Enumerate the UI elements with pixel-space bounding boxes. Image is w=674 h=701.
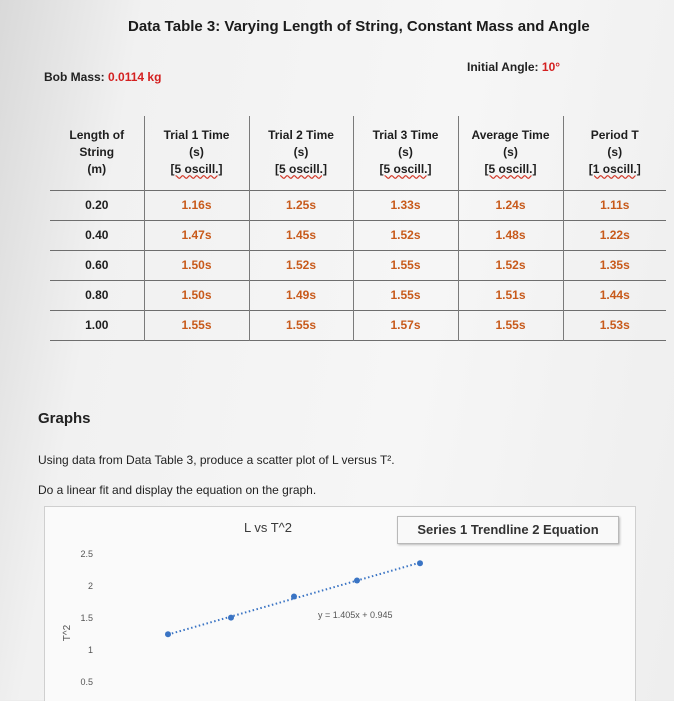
cell-period: 1.53s [563,310,666,340]
chart-elements-button[interactable]: Series 1 Trendline 2 Equation [397,516,619,544]
y-tick-label: 0.5 [80,677,93,687]
chart-title: L vs T^2 [244,520,293,535]
data-point [417,560,423,566]
cell-period: 1.22s [563,220,666,250]
cell-trial1: 1.16s [144,190,249,220]
graphs-instruction-1: Using data from Data Table 3, produce a scatter plot of L versus T². [38,453,395,467]
cell-average: 1.24s [458,190,563,220]
cell-trial1: 1.50s [144,250,249,280]
cell-average: 1.55s [458,310,563,340]
col-header-trial1: Trial 1 Time (s) [5 oscill.] [144,116,249,190]
cell-trial3: 1.55s [353,250,458,280]
cell-trial3: 1.55s [353,280,458,310]
cell-trial3: 1.33s [353,190,458,220]
cell-length: 1.00 [85,318,109,332]
graphs-instruction-2: Do a linear fit and display the equation on the graph. [38,483,317,497]
col-header-trial2: Trial 2 Time (s) [5 oscill.] [249,116,353,190]
bob-mass-label: Bob Mass: [44,70,105,84]
y-tick-label: 1.5 [80,613,93,623]
cell-trial1: 1.50s [144,280,249,310]
y-tick-label: 2 [87,581,93,591]
cell-average: 1.52s [458,250,563,280]
initial-angle-label: Initial Angle: [467,60,539,74]
data-point [165,631,171,637]
y-axis-label: T^2 [62,624,73,642]
cell-average: 1.48s [458,220,563,250]
cell-trial1: 1.55s [144,310,249,340]
y-tick-label: 2.5 [80,549,93,559]
trendline-equation: y = 1.405x + 0.945 [318,610,393,620]
y-tick-label: 1 [87,645,93,655]
data-point [354,578,360,584]
data-point [228,615,234,621]
cell-length: 0.20 [85,198,109,212]
col-header-period: Period T (s) [1 oscill.] [563,116,666,190]
cell-period: 1.35s [563,250,666,280]
cell-trial1: 1.47s [144,220,249,250]
cell-length: 0.80 [85,288,109,302]
cell-trial3: 1.52s [353,220,458,250]
cell-trial2: 1.49s [249,280,353,310]
graphs-heading: Graphs [38,410,91,427]
cell-trial2: 1.52s [249,250,353,280]
bob-mass-value: 0.0114 kg [108,70,162,84]
cell-average: 1.51s [458,280,563,310]
cell-trial3: 1.57s [353,310,458,340]
cell-length: 0.60 [85,258,109,272]
page-title: Data Table 3: Varying Length of String, Constant Mass and Angle [128,18,590,35]
cell-length: 0.40 [85,228,109,242]
cell-period: 1.11s [563,190,666,220]
data-point [291,594,297,600]
col-header-trial3: Trial 3 Time (s) [5 oscill.] [353,116,458,190]
cell-period: 1.44s [563,280,666,310]
cell-trial2: 1.45s [249,220,353,250]
col-header-length: Length of String (m) [69,128,125,177]
initial-angle-value: 10° [541,60,561,74]
cell-trial2: 1.55s [249,310,353,340]
cell-trial2: 1.25s [249,190,353,220]
col-header-average: Average Time (s) [5 oscill.] [458,116,563,190]
